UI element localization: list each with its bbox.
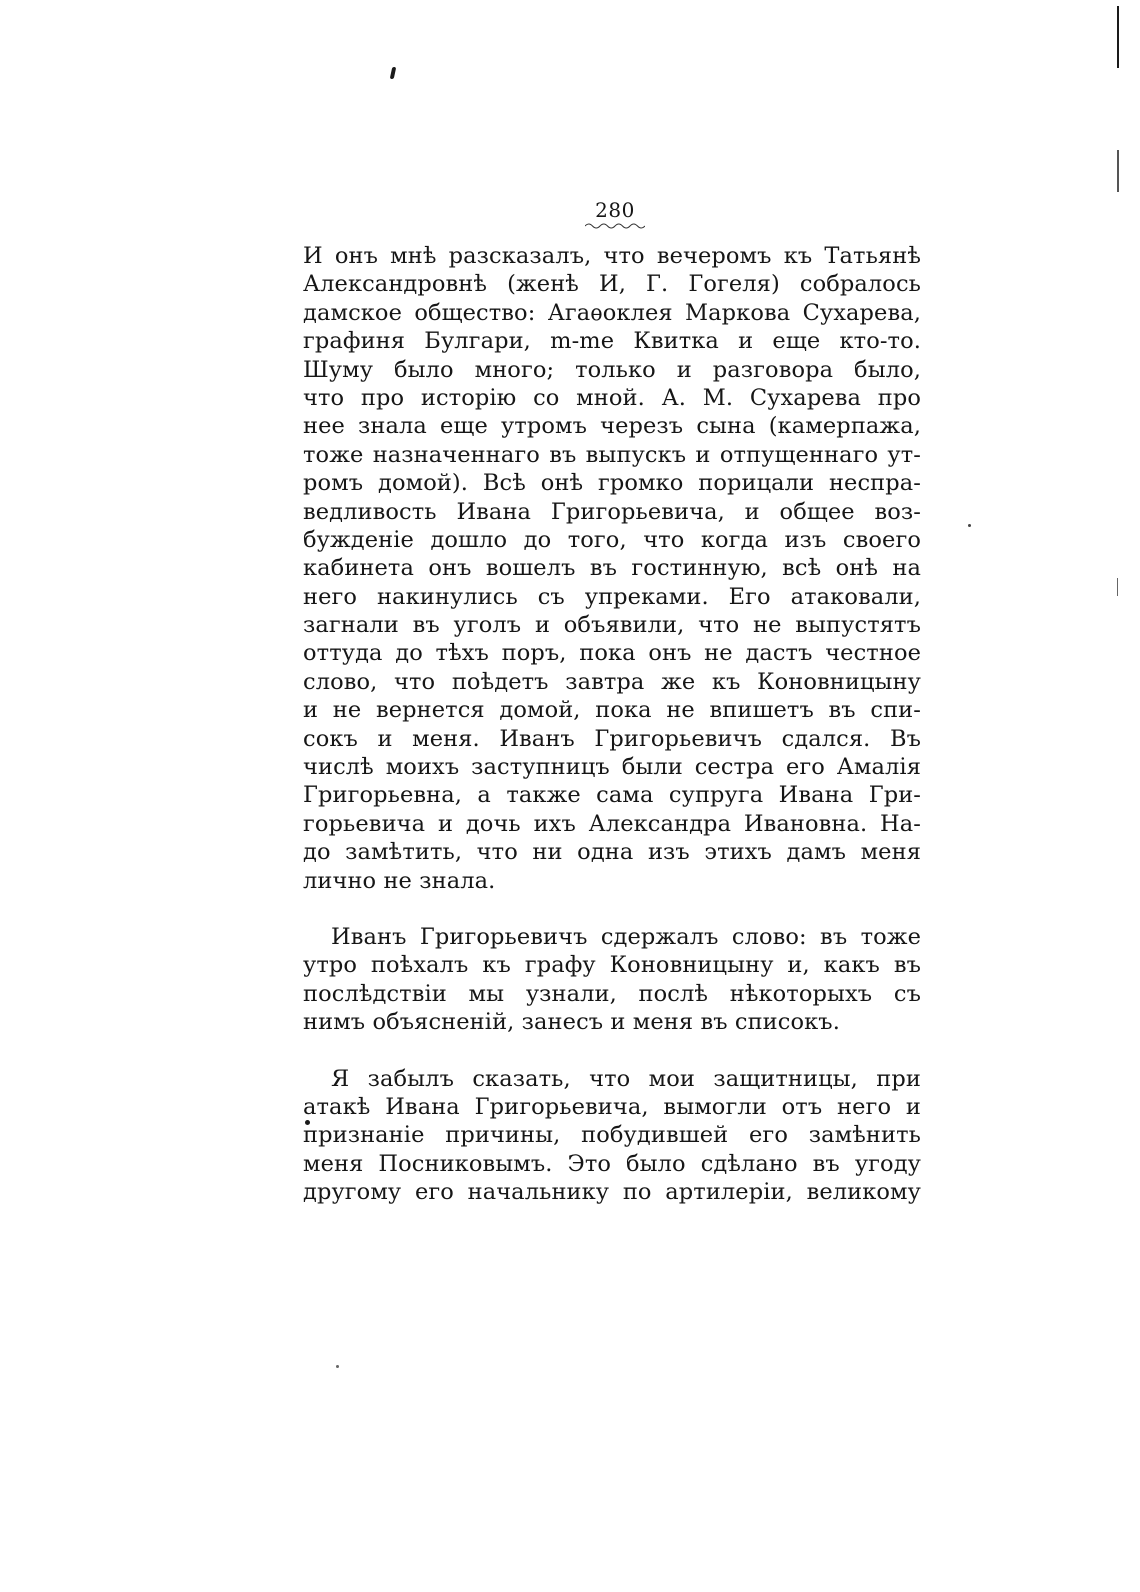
text-line: графиня Булгари, m-me Квитка и еще кто-то. — [303, 328, 921, 355]
text-line: тоже назначеннаго въ выпускъ и отпущеннаго ут- — [303, 441, 921, 468]
paragraph-1 — [303, 242, 921, 895]
scan-edge-mark — [1117, 150, 1119, 192]
scan-edge-mark — [1117, 578, 1118, 596]
paragraph-3 — [303, 1065, 921, 1207]
text-line: нее знала еще утромъ черезъ сына (камерпажа, — [303, 413, 921, 440]
text-line: Григорьевна, а также сама супруга Ивана Гри- — [303, 782, 921, 809]
text-line: другому его начальнику по артилеріи, великому — [303, 1179, 921, 1206]
text-line: слово, что поѣдетъ завтра же къ Коновницыну — [303, 668, 921, 695]
text-line: дамское общество: Агаѳоклея Маркова Сухарева, — [303, 299, 921, 326]
page-number-ornament — [585, 222, 645, 230]
text-line: ромъ домой). Всѣ онѣ громко порицали неспра- — [303, 470, 921, 497]
text-line: Шуму было много; только и разговора было, — [303, 356, 921, 383]
body-text — [303, 242, 921, 1207]
text-line: лично не знала. — [303, 867, 496, 894]
text-line: горьевича и дочь ихъ Александра Ивановна. На- — [303, 810, 921, 837]
text-line: него накинулись съ упреками. Его атаковали, — [303, 583, 921, 610]
text-line: и не вернется домой, пока не впишетъ въ спи- — [303, 697, 921, 724]
text-line: оттуда до тѣхъ поръ, пока онъ не дастъ честное — [303, 640, 921, 667]
scan-edge-mark — [1117, 6, 1119, 68]
text-line: признаніе причины, побудившей его замѣнить — [303, 1122, 921, 1149]
text-line: бужденіе дошло до того, что когда изъ своего — [303, 526, 921, 553]
page-number: 280 — [595, 198, 635, 222]
text-line: послѣдствіи мы узнали, послѣ нѣкоторыхъ съ — [303, 980, 921, 1007]
text-line: Александровнѣ (женѣ И, Г. Гогеля) собралось — [303, 271, 921, 298]
paragraph-2 — [303, 923, 921, 1037]
text-line: кабинета онъ вошелъ въ гостинную, всѣ онѣ на — [303, 555, 921, 582]
text-line: меня Посниковымъ. Это было сдѣлано въ угоду — [303, 1150, 921, 1177]
ink-speck — [968, 524, 971, 527]
text-line: И онъ мнѣ разсказалъ, что вечеромъ къ Татьянѣ — [303, 243, 921, 269]
text-line: до замѣтить, что ни одна изъ этихъ дамъ меня — [303, 839, 921, 866]
paragraph-gap — [303, 895, 921, 923]
ink-speck — [390, 67, 397, 79]
text-line: числѣ моихъ заступницъ были сестра его Амалія — [303, 754, 921, 781]
text-line: загнали въ уголъ и объявили, что не выпустятъ — [303, 612, 921, 639]
text-line: ведливость Ивана Григорьевича, и общее воз- — [303, 498, 921, 525]
text-line: что про исторію со мной. А. М. Сухарева про — [303, 384, 921, 411]
text-line: Иванъ Григорьевичъ сдержалъ слово: въ тоже — [331, 923, 921, 950]
text-line: утро поѣхалъ къ графу Коновницыну и, какъ въ — [303, 952, 921, 979]
text-line: Я забылъ сказать, что мои защитницы, при — [331, 1065, 921, 1092]
text-line: атакѣ Ивана Григорьевича, вымогли отъ него и — [303, 1093, 921, 1120]
text-line: нимъ объясненій, занесъ и меня въ списокъ. — [303, 1009, 840, 1036]
ink-speck — [336, 1365, 339, 1368]
paragraph-gap — [303, 1037, 921, 1065]
text-line: сокъ и меня. Иванъ Григорьевичъ сдался. Въ — [303, 725, 921, 752]
